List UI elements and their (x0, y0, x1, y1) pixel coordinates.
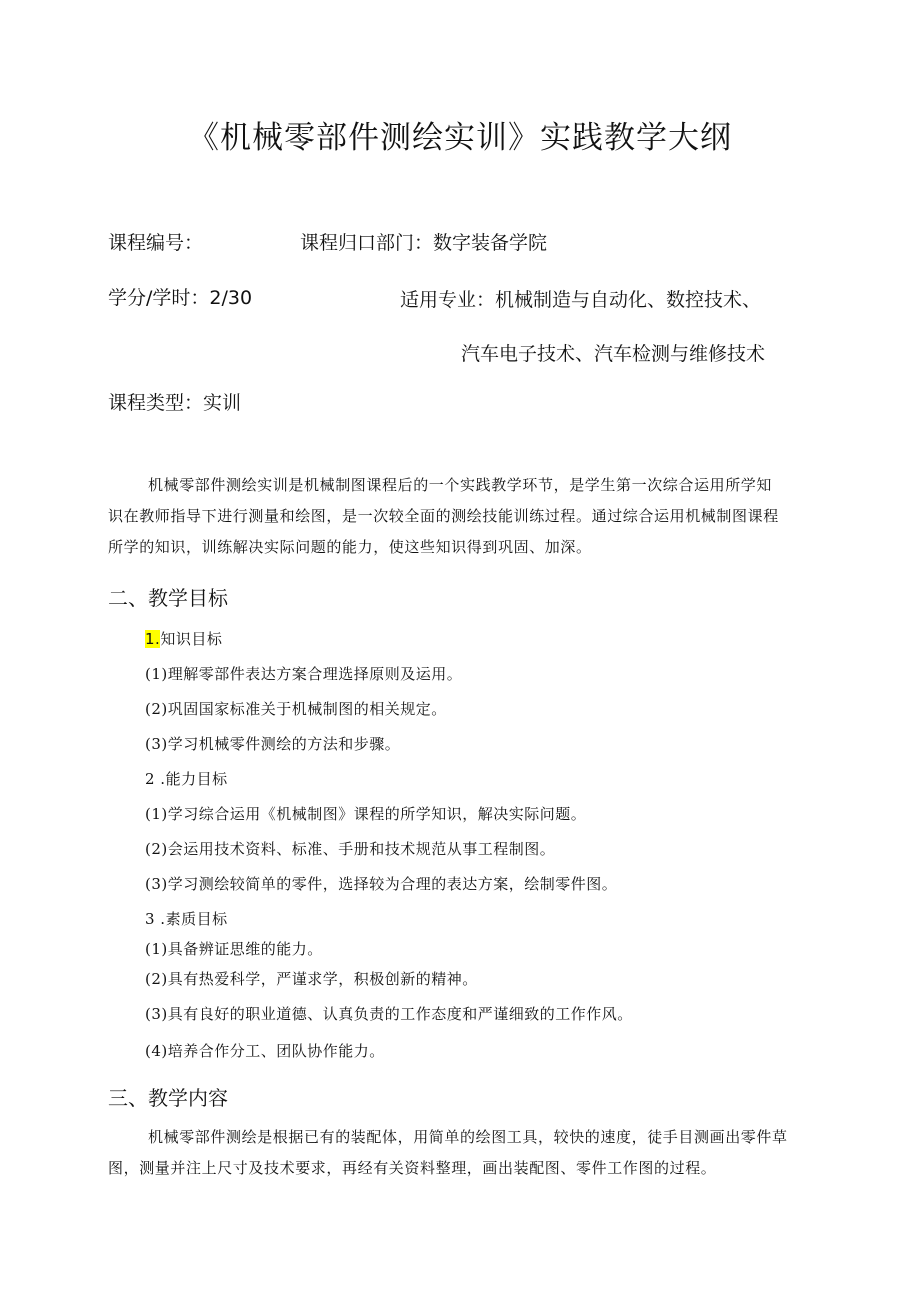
content-line-2: 图，测量并注上尺寸及技术要求，再经有关资料整理，画出装配图、零件工作图的过程。 (108, 1159, 717, 1177)
ability-goal-item: (3)学习测绘较简单的零件，选择较为合理的表达方案，绘制零件图。 (145, 875, 618, 893)
section-heading-teaching-goals: 二、教学目标 (108, 586, 228, 610)
knowledge-goals-label: 知识目标 (160, 630, 223, 648)
quality-goal-item: (4)培养合作分工、团队协作能力。 (145, 1042, 385, 1060)
ability-goal-item: (2)会运用技术资料、标准、手册和技术规范从事工程制图。 (145, 840, 556, 858)
intro-line-2: 识在教师指导下进行测量和绘图，是一次较全面的测绘技能训练过程。通过综合运用机械制图课程 (108, 507, 779, 525)
intro-line-3: 所学的知识，训练解决实际问题的能力，使这些知识得到巩固、加深。 (108, 538, 592, 556)
applicable-majors-line1: 适用专业：机械制造与自动化、数控技术、 (400, 289, 762, 311)
course-code-label: 课程编号： (108, 232, 204, 254)
course-type: 课程类型：实训 (108, 392, 242, 414)
ability-goal-item: (1)学习综合运用《机械制图》课程的所学知识，解决实际问题。 (145, 805, 587, 823)
course-credits: 学分/学时：2/30 (108, 287, 253, 309)
quality-goal-item: (3)具有良好的职业道德、认真负责的工作态度和严谨细致的工作作风。 (145, 1005, 633, 1023)
quality-goal-item: (2)具有热爱科学，严谨求学，积极创新的精神。 (145, 970, 478, 988)
content-line-1: 机械零部件测绘是根据已有的装配体，用简单的绘图工具，较快的速度，徒手目测画出零件草 (148, 1128, 788, 1146)
quality-goal-item: (1)具备辨证思维的能力。 (145, 940, 323, 958)
course-department: 课程归口部门：数字装备学院 (300, 232, 548, 254)
section-heading-teaching-content: 三、教学内容 (108, 1086, 228, 1110)
document-title: 《机械零部件测绘实训》实践教学大纲 (188, 120, 732, 156)
knowledge-goals-number: 1. (145, 630, 161, 648)
quality-goals-heading: 3 .素质目标 (145, 910, 228, 928)
knowledge-goal-item: (2)巩固国家标准关于机械制图的相关规定。 (145, 700, 447, 718)
ability-goals-heading: 2 .能力目标 (145, 770, 228, 788)
applicable-majors-line2: 汽车电子技术、汽车检测与维修技术 (461, 343, 766, 365)
intro-line-1: 机械零部件测绘实训是机械制图课程后的一个实践教学环节，是学生第一次综合运用所学知 (148, 476, 773, 494)
knowledge-goals-heading (145, 628, 222, 649)
knowledge-goal-item: (1)理解零部件表达方案合理选择原则及运用。 (145, 665, 463, 683)
knowledge-goal-item: (3)学习机械零件测绘的方法和步骤。 (145, 735, 401, 753)
